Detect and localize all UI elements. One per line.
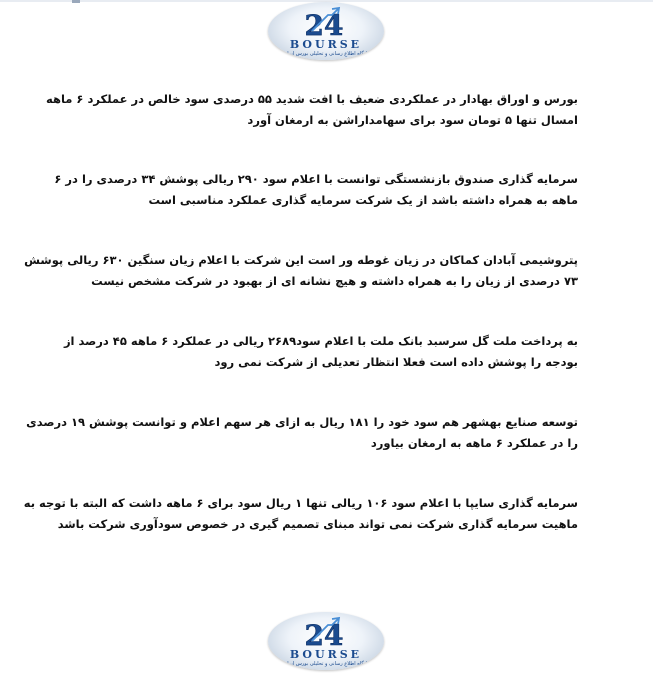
news-line: توسعه صنایع بهشهر هم سود خود را ۱۸۱ ریال به ازای هر سهم اعلام و توانست پوشش ۱۹ درصدی [26, 415, 578, 429]
logo-word: BOURSE [289, 38, 363, 51]
news-line: سرمایه گذاری سایپا با اعلام سود ۱۰۶ ریالی تنها ۱ ریال سود برای ۶ ماهه داشت که البته با توجه به [23, 496, 578, 510]
news-item [63, 331, 578, 373]
logo-tagline: پایگاه اطلاع رسانی و تحلیلی بورس ایران [283, 661, 369, 667]
news-item [46, 89, 578, 131]
news-item [26, 412, 578, 454]
news-item [23, 493, 578, 535]
news-line: به پرداخت ملت گل سرسبد بانک ملت با اعلام سود۲۶۸۹ ریالی در عملکرد ۶ ماهه ۴۵ درصد از [63, 334, 578, 348]
ruler-marker [72, 0, 80, 3]
logo-word: BOURSE [289, 648, 363, 661]
news-line: سرمایه گذاری صندوق بازنشستگی توانست با اعلام سود ۲۹۰ ریالی پوشش ۳۴ درصدی را در ۶ [54, 172, 578, 186]
news-line: ماهیت سرمایه گذاری شرکت نمی تواند مبنای تصمیم گیری در خصوص سودآوری شرکت باشد [57, 517, 578, 531]
bourse-logo-header [268, 2, 384, 60]
bourse-logo-footer [268, 612, 384, 670]
logo-number: 24 [304, 619, 344, 652]
news-item [54, 169, 578, 211]
news-line: بودجه را پوشش داده است فعلا انتظار تعدیلی از شرکت نمی رود [214, 355, 578, 369]
logo-number: 24 [304, 9, 344, 42]
news-line: ۷۳ درصدی از زیان را به همراه داشته و هیچ نشانه ای از بهبود در شرکت مشخص نیست [91, 274, 578, 288]
news-line: ماهه به همراه داشته باشد از یک شرکت سرمایه گذاری عملکرد مناسبی است [148, 193, 578, 207]
news-item [24, 250, 578, 292]
news-line: امسال تنها ۵ تومان سود برای سهامداراشن به ارمغان آورد [247, 113, 578, 127]
news-line: را در عملکرد ۶ ماهه به ارمغان بیاورد [370, 436, 578, 450]
logo-tagline: پایگاه اطلاع رسانی و تحلیلی بورس ایران [283, 51, 369, 57]
news-line: بورس و اوراق بهادار در عملکردی ضعیف با افت شدید ۵۵ درصدی سود خالص در عملکرد ۶ ماهه [46, 92, 578, 106]
news-line: پتروشیمی آبادان کماکان در زیان غوطه ور است این شرکت با اعلام زیان سنگین ۶۳۰ ریالی پوشش [24, 253, 578, 267]
